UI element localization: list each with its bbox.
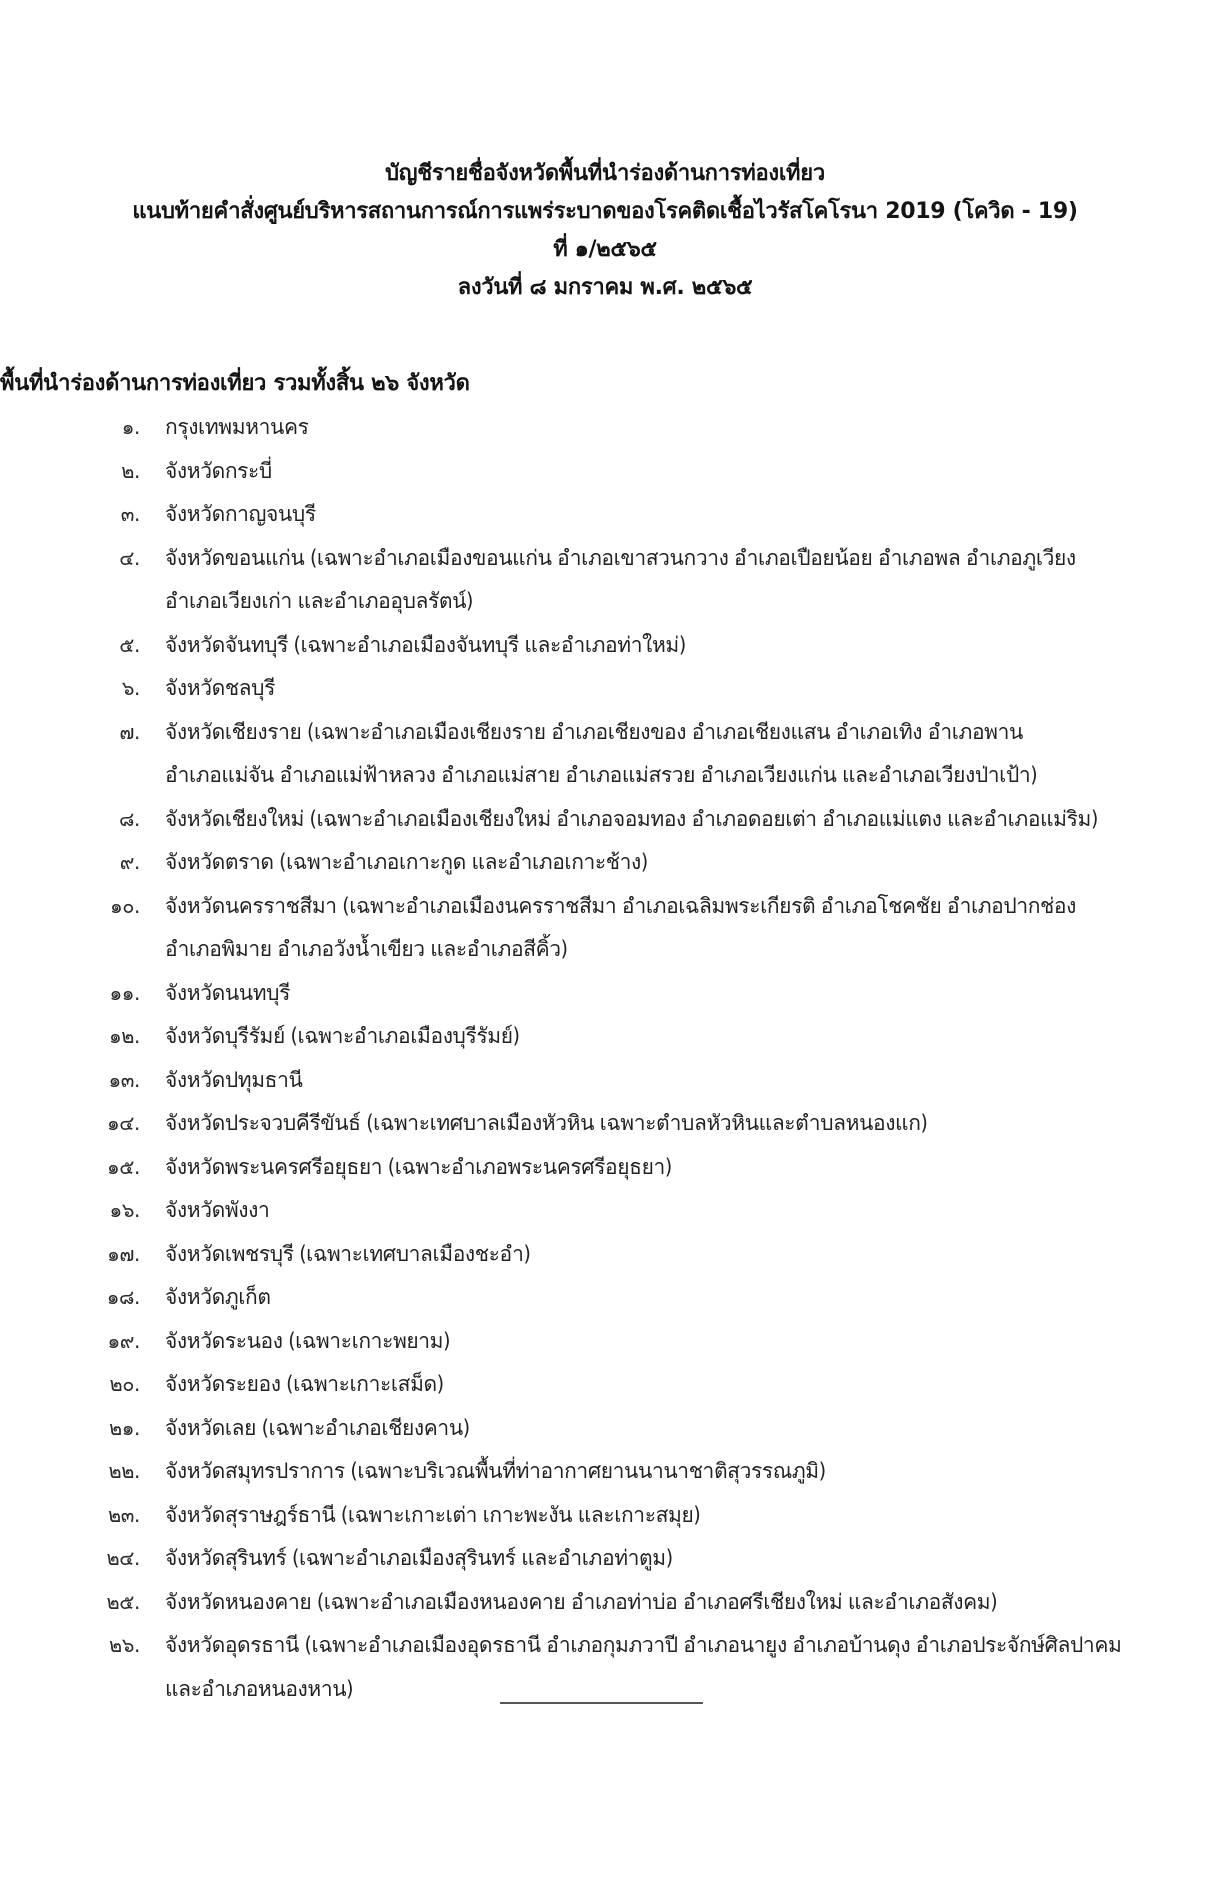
order-date: ลงวันที่ ๘ มกราคม พ.ศ. ๒๕๖๕ xyxy=(457,275,753,300)
list-item-text: จังหวัดสมุทรปราการ (เฉพาะบริเวณพื้นที่ท่าอากาศยานนานาชาติสุวรรณภูมิ) xyxy=(165,1459,826,1483)
list-item-number: ๑๗. xyxy=(107,1241,140,1266)
list-item-number: ๗. xyxy=(119,719,140,744)
list-item-number: ๒๔. xyxy=(106,1546,140,1570)
list-item xyxy=(0,885,1210,929)
list-item-number: ๑๕. xyxy=(107,1154,140,1179)
list-item-number: ๑๙. xyxy=(107,1328,140,1353)
list-item-text: จังหวัดสุรินทร์ (เฉพาะอำเภอเมืองสุรินทร์ และอำเภอท่าตูม) xyxy=(165,1546,673,1570)
list-item-text: จังหวัดระนอง (เฉพาะเกาะพยาม) xyxy=(165,1328,451,1353)
list-item-number: ๒๓. xyxy=(107,1502,140,1527)
list-item-continuation xyxy=(0,1668,1210,1712)
list-item-text: จังหวัดบุรีรัมย์ (เฉพาะอำเภอเมืองบุรีรัมย์) xyxy=(165,1024,520,1048)
list-item-number: ๑๐. xyxy=(109,893,140,918)
list-item-number: ๒๖. xyxy=(108,1633,140,1657)
list-item xyxy=(0,1407,1210,1451)
section-heading: พื้นที่นำร่องด้านการท่องเที่ยว รวมทั้งสิ้น ๒๖ จังหวัด xyxy=(0,371,470,396)
list-item-text: และอำเภอหนองหาน) xyxy=(165,1676,354,1701)
list-item-text: จังหวัดอุดรธานี (เฉพาะอำเภอเมืองอุดรธานี อำเภอกุมภวาปี อำเภอนายูง อำเภอบ้านดุง อำเภอประจักษ์ศิลปาคม xyxy=(165,1633,1122,1657)
list-item xyxy=(0,537,1210,581)
list-item-text: จังหวัดเพชรบุรี (เฉพาะเทศบาลเมืองชะอำ) xyxy=(165,1241,531,1266)
list-item-number: ๒. xyxy=(121,458,140,483)
list-item-number: ๔. xyxy=(119,545,140,570)
list-item-continuation xyxy=(0,928,1210,972)
list-item-number: ๕. xyxy=(119,632,140,657)
list-item-number: ๒๑. xyxy=(108,1415,140,1440)
list-item-number: ๑๓. xyxy=(108,1067,140,1092)
list-item-number: ๖. xyxy=(121,676,140,700)
list-item xyxy=(0,667,1210,711)
document-title: บัญชีรายชื่อจังหวัดพื้นที่นำร่องด้านการท่องเที่ยว xyxy=(385,161,825,186)
list-item-text: อำเภอเวียงเก่า และอำเภออุบลรัตน์) xyxy=(165,589,474,613)
list-item-text: จังหวัดเชียงราย (เฉพาะอำเภอเมืองเชียงราย อำเภอเชียงของ อำเภอเชียงแสน อำเภอเทิง อำเภอพาน xyxy=(165,719,1023,744)
list-item xyxy=(0,1102,1210,1146)
list-item-text: จังหวัดชลบุรี xyxy=(165,676,275,700)
list-item xyxy=(0,1146,1210,1190)
order-number: ที่ ๑/๒๕๖๕ xyxy=(553,237,657,262)
list-item-number: ๒๐. xyxy=(109,1372,140,1396)
list-item-text: อำเภอพิมาย อำเภอวังน้ำเขียว และอำเภอสีคิ้ว) xyxy=(165,937,568,961)
list-item xyxy=(0,1059,1210,1103)
list-item-text: จังหวัดเชียงใหม่ (เฉพาะอำเภอเมืองเชียงใหม่ อำเภอจอมทอง อำเภอดอยเต่า อำเภอแม่แตง และอำเภอแม่ริม) xyxy=(165,806,1098,831)
list-item-text: จังหวัดจันทบุรี (เฉพาะอำเภอเมืองจันทบุรี และอำเภอท่าใหม่) xyxy=(165,632,686,657)
list-item-number: ๒๕. xyxy=(106,1589,140,1614)
list-item xyxy=(0,1581,1210,1625)
list-item-text: จังหวัดนนทบุรี xyxy=(165,980,290,1005)
list-item xyxy=(0,1450,1210,1494)
list-item xyxy=(0,841,1210,885)
list-item xyxy=(0,1276,1210,1320)
list-item xyxy=(0,1494,1210,1538)
list-item-text: จังหวัดหนองคาย (เฉพาะอำเภอเมืองหนองคาย อำเภอท่าบ่อ อำเภอศรีเชียงใหม่ และอำเภอสังคม) xyxy=(165,1589,998,1614)
list-item-text: จังหวัดตราด (เฉพาะอำเภอเกาะกูด และอำเภอเกาะช้าง) xyxy=(165,850,648,874)
end-divider xyxy=(500,1702,703,1704)
list-item-text: จังหวัดปทุมธานี xyxy=(165,1067,303,1092)
list-item-number: ๘. xyxy=(119,806,140,831)
list-item xyxy=(0,624,1210,668)
list-item-text: จังหวัดสุราษฎร์ธานี (เฉพาะเกาะเต่า เกาะพะงัน และเกาะสมุย) xyxy=(165,1502,701,1527)
list-item-text: จังหวัดกระบี่ xyxy=(165,458,272,483)
list-item xyxy=(0,711,1210,755)
list-item xyxy=(0,1624,1210,1668)
list-item xyxy=(0,406,1210,450)
list-item xyxy=(0,1233,1210,1277)
document-title-block xyxy=(0,155,1210,307)
list-item-number: ๑๔. xyxy=(107,1111,140,1135)
list-item-text: จังหวัดระยอง (เฉพาะเกาะเสม็ด) xyxy=(165,1372,444,1396)
list-item xyxy=(0,1363,1210,1407)
list-item xyxy=(0,1320,1210,1364)
document-subtitle: แนบท้ายคำสั่งศูนย์บริหารสถานการณ์การแพร่ระบาดของโรคติดเชื้อไวรัสโคโรนา 2019 (โควิด - 19) xyxy=(132,199,1078,224)
list-item xyxy=(0,1189,1210,1233)
list-item-text: จังหวัดเลย (เฉพาะอำเภอเชียงคาน) xyxy=(165,1415,470,1440)
list-item-continuation xyxy=(0,580,1210,624)
list-item-number: ๒๒. xyxy=(108,1459,140,1483)
list-item-text: กรุงเทพมหานคร xyxy=(165,415,309,439)
list-item xyxy=(0,493,1210,537)
list-item-number: ๓. xyxy=(120,502,140,526)
list-item-text: จังหวัดกาญจนบุรี xyxy=(165,502,316,526)
list-item-text: จังหวัดนครราชสีมา (เฉพาะอำเภอเมืองนครราชสีมา อำเภอเฉลิมพระเกียรติ อำเภอโชคชัย อำเภอปากช่อง xyxy=(165,893,1076,918)
list-item-number: ๙. xyxy=(119,850,140,874)
province-list xyxy=(0,406,1210,1711)
list-item-text: อำเภอแม่จัน อำเภอแม่ฟ้าหลวง อำเภอแม่สาย อำเภอแม่สรวย อำเภอเวียงแก่น และอำเภอเวียงป่าเป้า) xyxy=(165,763,1038,787)
list-item-text: จังหวัดประจวบคีรีขันธ์ (เฉพาะเทศบาลเมืองหัวหิน เฉพาะตำบลหัวหินและตำบลหนองแก) xyxy=(165,1111,928,1135)
list-item xyxy=(0,1537,1210,1581)
list-item xyxy=(0,1015,1210,1059)
list-item xyxy=(0,450,1210,494)
list-item-text: จังหวัดพังงา xyxy=(165,1198,270,1222)
list-item-number: ๑๖. xyxy=(109,1198,140,1222)
list-item-text: จังหวัดภูเก็ต xyxy=(165,1285,271,1309)
list-item-number: ๑. xyxy=(121,415,140,439)
list-item xyxy=(0,798,1210,842)
list-item-number: ๑๘. xyxy=(106,1285,140,1309)
list-item-number: ๑๑. xyxy=(109,980,140,1005)
list-item-continuation xyxy=(0,754,1210,798)
list-item xyxy=(0,972,1210,1016)
list-item-text: จังหวัดพระนครศรีอยุธยา (เฉพาะอำเภอพระนครศรีอยุธยา) xyxy=(165,1154,672,1179)
list-item-text: จังหวัดขอนแก่น (เฉพาะอำเภอเมืองขอนแก่น อำเภอเขาสวนกวาง อำเภอเปือยน้อย อำเภอพล อำเภอภูเวียง xyxy=(165,545,1076,570)
list-item-number: ๑๒. xyxy=(108,1024,140,1048)
